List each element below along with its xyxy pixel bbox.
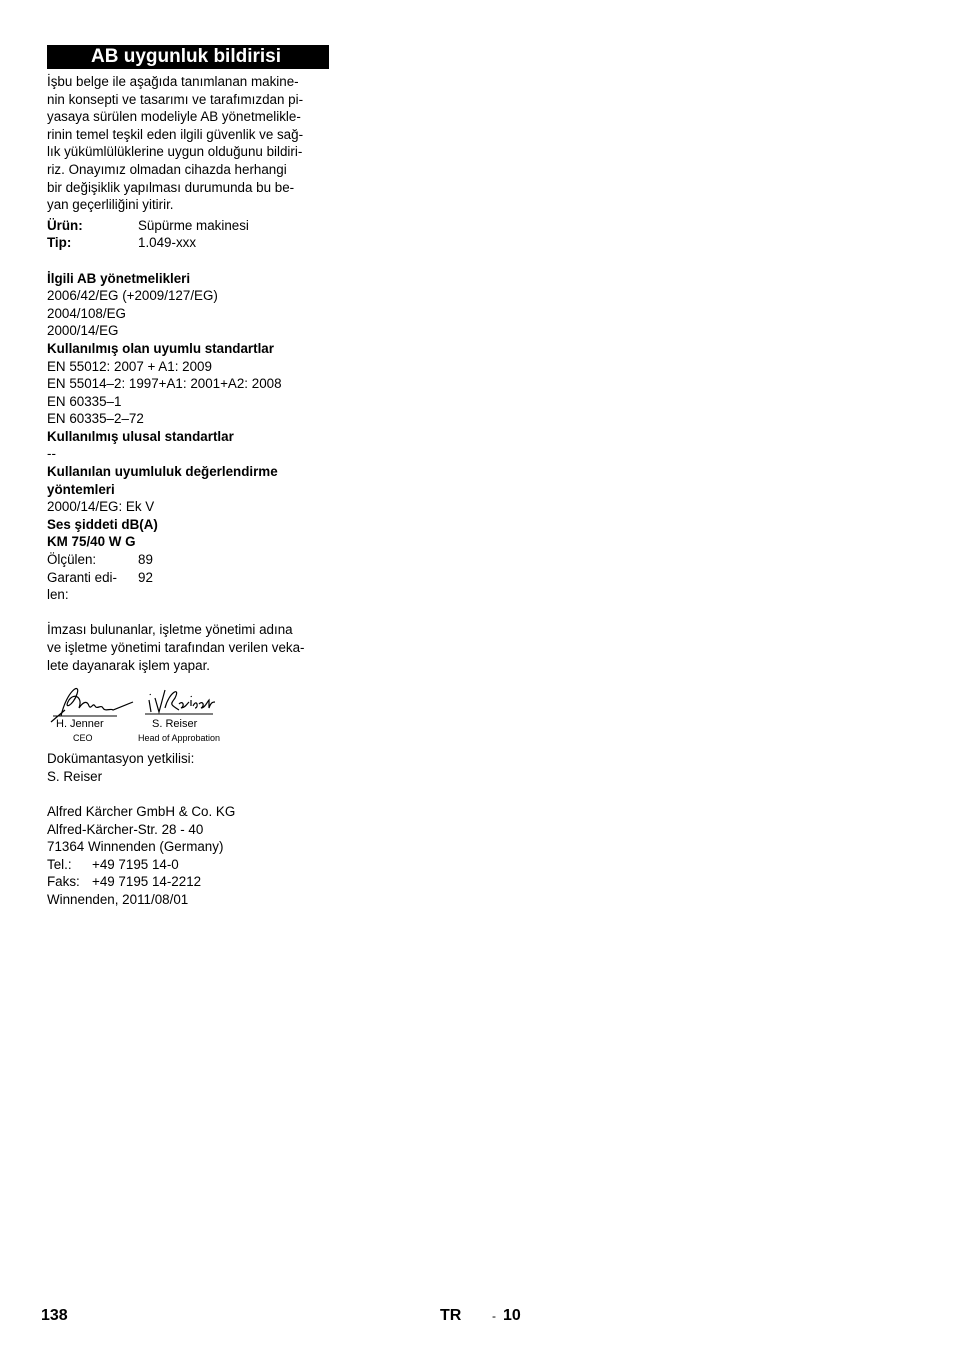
tel-label: Tel.: xyxy=(47,856,72,872)
signer-title-reiser: Head of Approbation xyxy=(138,733,221,744)
intro-line: yasaya sürülen modeliyle AB yönetmelikle- xyxy=(47,109,301,125)
directives-heading: İlgili AB yönetmelikleri xyxy=(47,270,191,286)
intro-line: lık yükümlülüklerine uygun olduğunu bildiri- xyxy=(47,144,303,160)
tel-value: +49 7195 14-0 xyxy=(92,856,179,872)
conformity-method-heading-cont: yöntemleri xyxy=(47,481,115,497)
directive-item: 2000/14/EG xyxy=(47,323,119,339)
type-row xyxy=(47,234,329,252)
place-date: Winnenden, 2011/08/01 xyxy=(47,891,189,907)
intro-line: İşbu belge ile aşağıda tanımlanan makine- xyxy=(47,74,299,89)
intro-line: rinin temel teşkil eden ilgili güvenlik ve sağ- xyxy=(47,126,304,142)
page-title: AB uygunluk bildirisi xyxy=(47,45,329,69)
spacer xyxy=(47,252,329,270)
guaranteed-label: Garanti edi- xyxy=(47,569,117,585)
guaranteed-label-cont: len: xyxy=(47,587,69,603)
page-number: 138 xyxy=(41,1307,68,1324)
type-value: 1.049-xxx xyxy=(138,235,197,251)
standard-item: EN 60335–2–72 xyxy=(47,411,144,427)
guaranteed-row xyxy=(47,569,329,587)
conformity-method-value: 2000/14/EG: Ek V xyxy=(47,499,155,515)
intro-line: riz. Onayımız olmadan cihazda herhangi xyxy=(47,161,287,177)
tel-row xyxy=(47,856,329,874)
section-page-number: 10 xyxy=(503,1307,521,1324)
documentation-label: Dokümantasyon yetkilisi: xyxy=(47,751,195,767)
directive-item: 2004/108/EG xyxy=(47,305,126,321)
product-value: Süpürme makinesi xyxy=(138,217,249,233)
type-label: Tip: xyxy=(47,235,72,251)
footer-dash: - xyxy=(492,1309,496,1323)
spacer xyxy=(47,604,329,622)
harmonized-standards-heading: Kullanılmış olan uyumlu standartlar xyxy=(47,340,274,356)
intro-paragraph xyxy=(47,73,329,214)
signer-title-jenner: CEO xyxy=(73,733,93,744)
intro-line: nin konsepti ve tasarımı ve tarafımızdan pi- xyxy=(47,91,304,107)
guaranteed-value: 92 xyxy=(138,569,153,585)
measured-row xyxy=(47,551,329,569)
signatory-line: İmzası bulunanlar, işletme yönetimi adına xyxy=(47,622,293,638)
standard-item: EN 55014–2: 1997+A1: 2001+A2: 2008 xyxy=(47,376,282,392)
declaration-column xyxy=(47,45,329,909)
standard-item: EN 55012: 2007 + A1: 2009 xyxy=(47,358,212,374)
intro-line: bir değişiklik yapılması durumunda bu be- xyxy=(47,179,295,195)
fax-row xyxy=(47,873,329,891)
company-street: Alfred-Kärcher-Str. 28 - 40 xyxy=(47,821,204,837)
product-row xyxy=(47,217,329,235)
signature-block xyxy=(47,678,329,750)
company-name: Alfred Kärcher GmbH & Co. KG xyxy=(47,803,236,819)
signature-reiser xyxy=(145,682,217,722)
sound-heading: Ses şiddeti dB(A) xyxy=(47,516,158,532)
signer-name-jenner: H. Jenner xyxy=(56,718,104,731)
national-standards-value: -- xyxy=(47,446,56,462)
spacer xyxy=(47,785,329,803)
company-city: 71364 Winnenden (Germany) xyxy=(47,839,224,855)
directive-item: 2006/42/EG (+2009/127/EG) xyxy=(47,288,218,304)
intro-line: yan geçerliliğini yitirir. xyxy=(47,197,174,213)
signatory-line: lete dayanarak işlem yapar. xyxy=(47,657,211,673)
standard-item: EN 60335–1 xyxy=(47,393,122,409)
sound-model: KM 75/40 W G xyxy=(47,534,136,550)
language-code: TR xyxy=(440,1307,462,1324)
national-standards-heading: Kullanılmış ulusal standartlar xyxy=(47,428,234,444)
measured-value: 89 xyxy=(138,552,153,568)
fax-label: Faks: xyxy=(47,874,80,890)
measured-label: Ölçülen: xyxy=(47,552,97,568)
signer-name-reiser: S. Reiser xyxy=(152,718,198,731)
conformity-method-heading: Kullanılan uyumluluk değerlendirme xyxy=(47,464,278,480)
documentation-name: S. Reiser xyxy=(47,768,103,784)
signatory-line: ve işletme yönetimi tarafından verilen veka- xyxy=(47,640,305,655)
product-label: Ürün: xyxy=(47,217,83,233)
fax-value: +49 7195 14-2212 xyxy=(92,874,202,890)
